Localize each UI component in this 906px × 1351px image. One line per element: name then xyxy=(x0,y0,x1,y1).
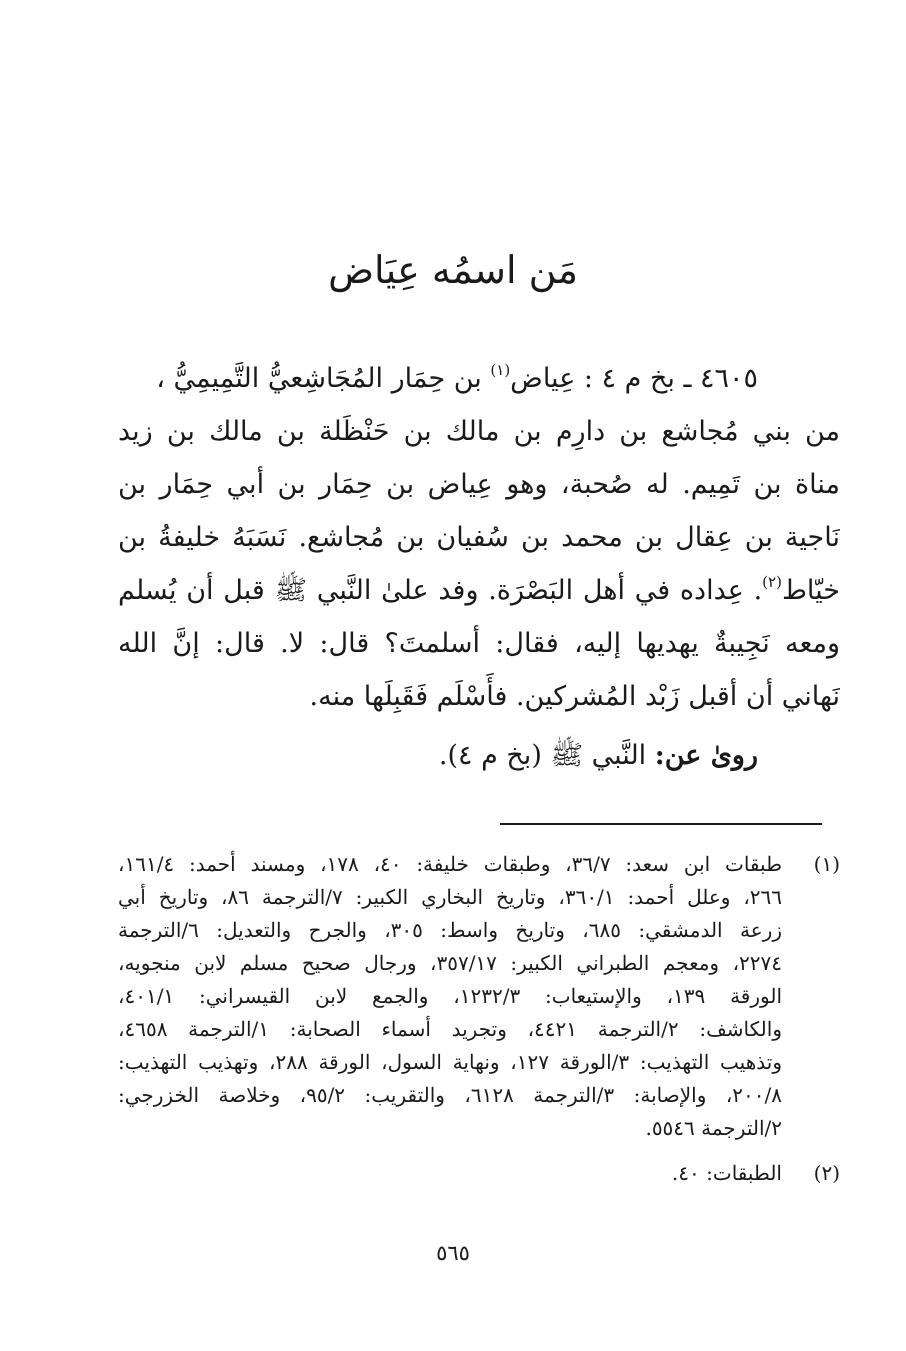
footnote-line: ٢٠٠/٨، والإصابة: ٣/الترجمة ٦١٢٨، والتقريب: ٩٥/٢، وخلاصة الخزرجي: xyxy=(118,1083,782,1107)
rawa-text: النَّبي ﷺ (بخ م ٤). xyxy=(438,740,655,771)
section-heading: مَن اسمُه عِيَاض xyxy=(328,248,578,292)
entry-line-5-start: خيّاط xyxy=(781,575,840,606)
footnote-number: (٢) xyxy=(813,1161,840,1185)
footnote-line: ٢٢٧٤، ومعجم الطبراني الكبير: ٣٥٧/١٧، ورجال صحيح مسلم لابن منجويه، xyxy=(118,951,782,975)
footnote-2 xyxy=(118,1157,840,1190)
footnote-ref-2: (٢) xyxy=(762,573,782,591)
footnote-line: الورقة ١٣٩، والإستيعاب: ١٢٣٢/٣، والجمع لابن القيسراني: ٤٠١/١، xyxy=(118,984,782,1008)
footnote-line: ٢٦٦، وعلل أحمد: ٣٦٠/١، وتاريخ البخاري الكبير: ٧/الترجمة ٨٦، وتاريخ أبي xyxy=(118,885,782,909)
entry-line-5-rest: . عِداده في أهل البَصْرَة. وفد علىٰ النَّبي ﷺ قبل أن يُسلم xyxy=(118,575,763,606)
footnote-line: طبقات ابن سعد: ٣٦/٧، وطبقات خليفة: ٤٠، ١٧٨، ومسند أحمد: ١٦١/٤، xyxy=(118,852,782,876)
footnote-line: الطبقات: ٤٠. xyxy=(671,1161,782,1185)
footnote-line: والكاشف: ٢/الترجمة ٤٤٢١، وتجريد أسماء الصحابة: ١/الترجمة ٤٦٥٨، xyxy=(118,1017,782,1041)
footnote-number: (١) xyxy=(813,852,840,876)
footnote-line: وتذهيب التهذيب: ٣/الورقة ١٢٧، ونهاية السول، الورقة ٢٨٨، وتهذيب التهذيب: xyxy=(118,1050,782,1074)
page-number: ٥٦٥ xyxy=(436,1241,470,1265)
entry-line-2: من بني مُجاشع بن دارِم بن مالك بن حَنْظَلة بن مالك بن زيد xyxy=(118,416,840,447)
footnote-line: زرعة الدمشقي: ٦٨٥، وتاريخ واسط: ٣٠٥، والجرح والتعديل: ٦/الترجمة xyxy=(118,918,782,942)
entry-line-1-rest: بن حِمَار المُجَاشِعيُّ التَّمِيمِيُّ ، xyxy=(156,363,491,394)
footnote-divider xyxy=(500,823,822,825)
entry-line-4: نَاجية بن عِقال بن محمد بن سُفيان بن مُجاشع. نَسَبَهُ خليفةُ بن xyxy=(118,522,840,553)
footnote-ref-1: (١) xyxy=(490,361,511,379)
entry-line-7: نَهاني أن أقبل زَبْد المُشركين. فأَسْلَم فَقَبِلَها منه. xyxy=(309,681,840,712)
footnotes xyxy=(118,848,840,1190)
rawa-label: روىٰ عن: xyxy=(654,740,758,771)
rawa-line xyxy=(118,729,840,782)
entry-line-3: مناة بن تَمِيم. له صُحبة، وهو عِياض بن حِمَار بن أبي حِمَار بن xyxy=(118,469,840,500)
entry-line-1 xyxy=(118,352,840,405)
entry-body xyxy=(118,352,840,782)
entry-line-1-start: ٤٦٠٥ ـ بخ م ٤ : عِياض xyxy=(510,363,758,394)
footnote-1 xyxy=(118,848,840,1145)
entry-line-6: ومعه نَجِيبةٌ يهديها إليه، فقال: أسلمتَ؟ قال: لا. قال: إنَّ الله xyxy=(118,628,840,659)
footnote-line: ٢/الترجمة ٥٥٤٦. xyxy=(645,1116,782,1140)
entry-line-5 xyxy=(118,564,840,617)
